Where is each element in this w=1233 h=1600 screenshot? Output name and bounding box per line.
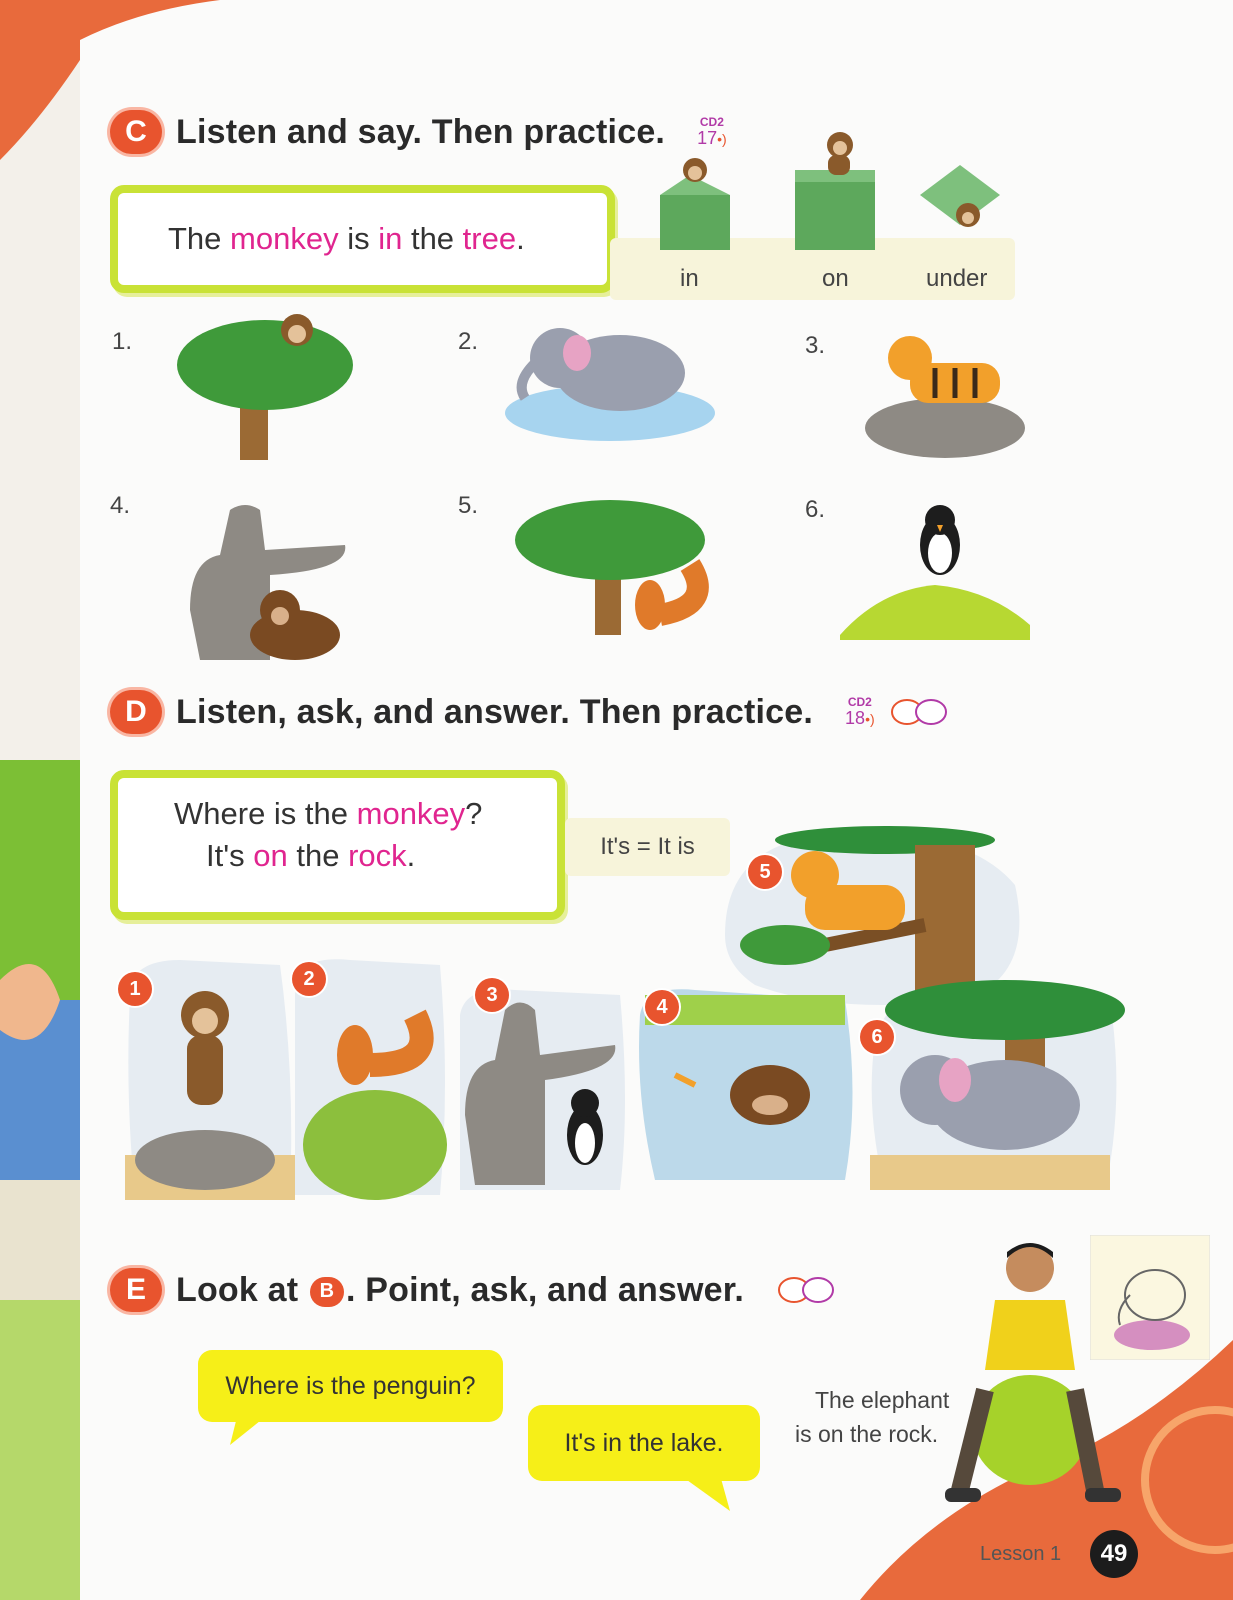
label-in: in xyxy=(680,265,699,292)
scene-number-3: 3 xyxy=(475,978,509,1012)
boy-on-hopper-ball xyxy=(945,1240,1125,1510)
facing-page-edge xyxy=(0,0,80,1600)
section-e-header xyxy=(110,1268,836,1312)
section-c-title: Listen and say. Then practice. xyxy=(176,112,666,151)
scene-number-1: 1 xyxy=(118,972,152,1006)
scene-number-4: 4 xyxy=(645,990,679,1024)
monkey-in-tree-illustration xyxy=(175,310,365,460)
squirrel-under-tree-illustration xyxy=(515,495,715,635)
cd-track-17-icon[interactable]: CD2 17•) xyxy=(697,114,727,148)
item-number-3: 3. xyxy=(805,332,826,359)
section-e-title: Look at B . Point, ask, and answer. xyxy=(176,1270,744,1309)
section-e-letter: E xyxy=(110,1268,162,1312)
scene-number-6: 6 xyxy=(860,1020,894,1054)
scene-penguin-under-rock xyxy=(455,985,630,1195)
corner-decoration xyxy=(80,0,220,40)
label-under: under xyxy=(926,265,988,292)
section-c-header xyxy=(110,110,727,154)
phrase-c: The monkey is in the tree. xyxy=(168,221,525,256)
audio-icon: •) xyxy=(717,130,727,147)
answer-phrase: It's on the rock. xyxy=(206,838,416,873)
tiger-on-rock-illustration xyxy=(865,328,1045,458)
item-number-5: 5. xyxy=(458,492,479,519)
section-d-letter: D xyxy=(110,690,162,734)
elephant-in-lake-illustration xyxy=(505,318,725,448)
pair-talk-icon xyxy=(889,695,949,729)
item-number-6: 6. xyxy=(805,496,826,523)
question-phrase: Where is the monkey? xyxy=(174,796,483,831)
monkey-on-box-icon xyxy=(795,132,875,250)
item-number-2: 2. xyxy=(458,328,479,355)
item-number-1: 1. xyxy=(112,328,133,355)
phrase-box-d xyxy=(110,770,565,920)
scene-number-5: 5 xyxy=(748,855,782,889)
page-number: 49 xyxy=(1090,1530,1138,1578)
note-line-1: The elephant xyxy=(815,1387,950,1413)
scene-elephant-under-tree xyxy=(865,980,1125,1195)
section-d-title: Listen, ask, and answer. Then practice. xyxy=(176,692,814,731)
section-d-header xyxy=(110,690,949,734)
item-number-4: 4. xyxy=(110,492,131,519)
scene-number-2: 2 xyxy=(292,962,326,996)
box-preposition-illustrations xyxy=(650,125,1020,255)
contraction-note: It's = It is xyxy=(565,818,730,876)
monkey-in-box-icon xyxy=(660,158,730,250)
bear-under-rock-illustration xyxy=(180,500,355,665)
penguin-on-hill-illustration xyxy=(840,505,1030,640)
phrase-box-c xyxy=(110,185,615,293)
speech-bubble-question: Where is the penguin? xyxy=(198,1350,503,1422)
monkey-under-box-icon xyxy=(920,165,1000,227)
lesson-label: Lesson 1 xyxy=(980,1543,1062,1565)
cd-track-18-icon[interactable]: CD2 18•) xyxy=(845,694,875,728)
speech-bubble-answer: It's in the lake. xyxy=(528,1405,760,1481)
section-b-reference: B xyxy=(310,1277,344,1307)
section-c-letter: C xyxy=(110,110,162,154)
label-on: on xyxy=(822,265,849,292)
pair-talk-icon xyxy=(776,1273,836,1307)
note-line-2: is on the rock. xyxy=(795,1421,939,1447)
audio-icon: •) xyxy=(865,710,875,727)
